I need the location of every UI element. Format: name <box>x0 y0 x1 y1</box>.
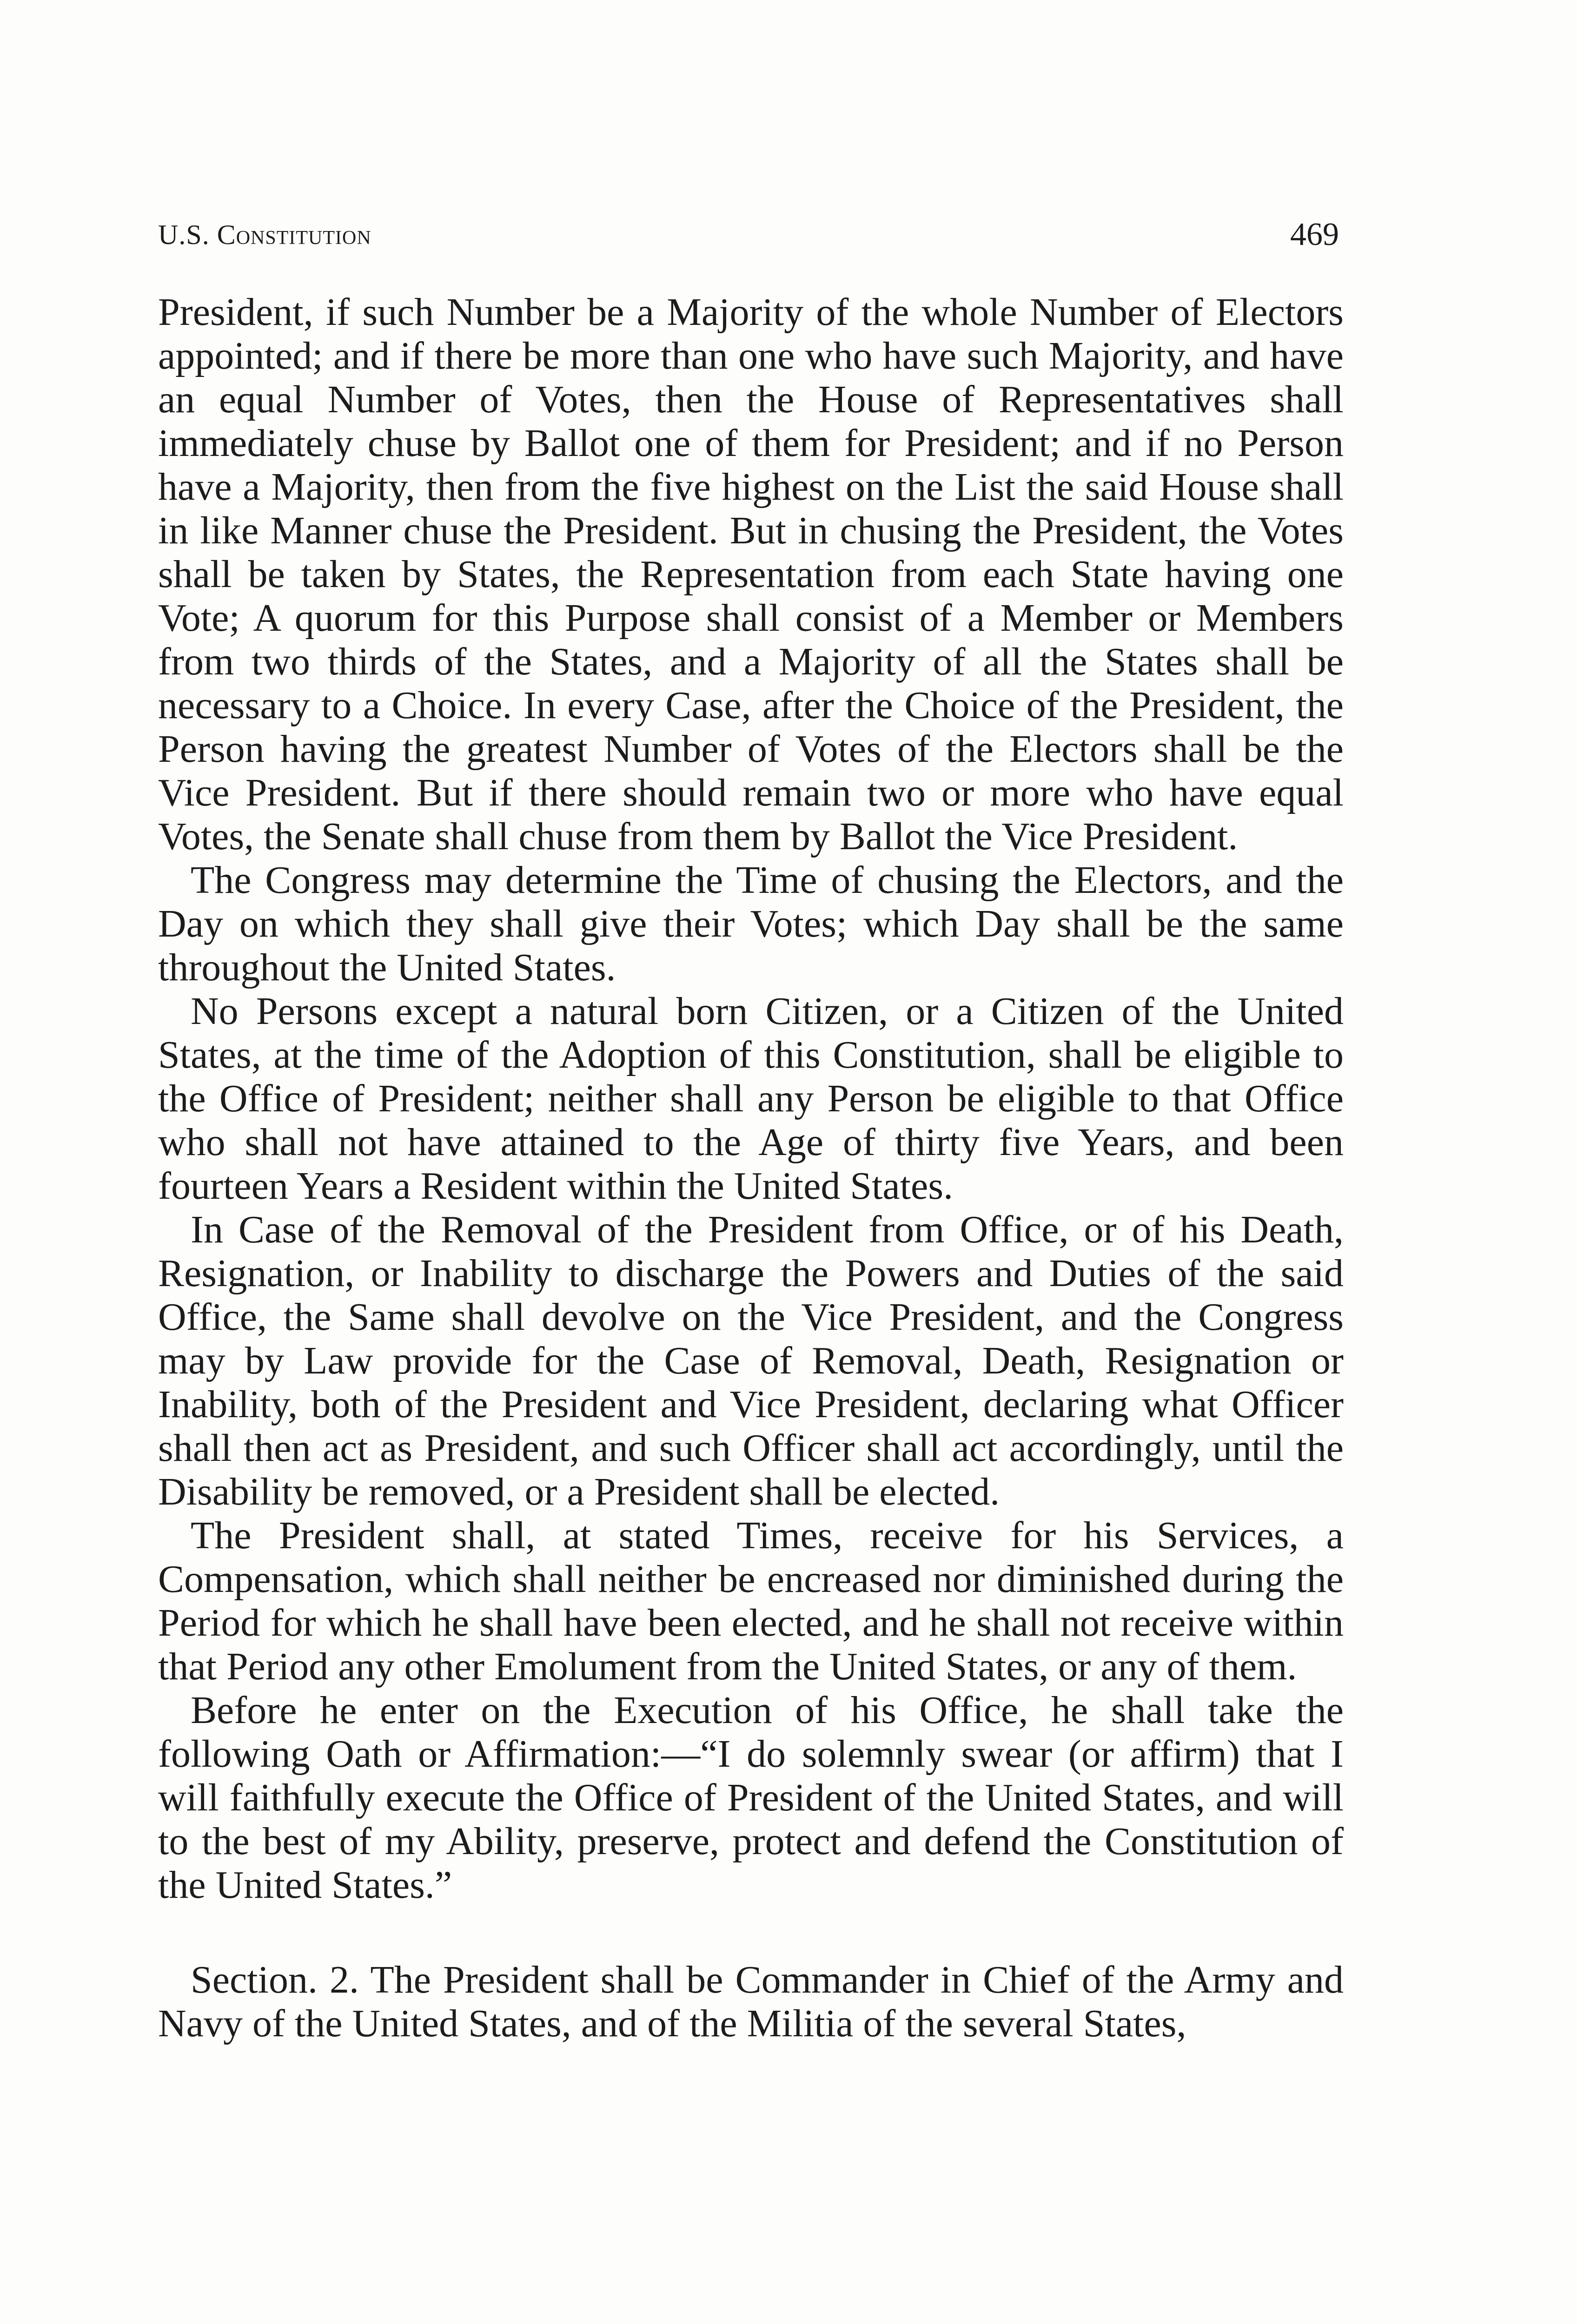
paragraph: President, if such Number be a Majority of the whole Number of Electors appointed; and if there be more than one who have such Majority, and have an equal Number of Votes, then the House of Representatives shall immediately chuse by Ballot one of them for President; and if no Person have a Majority, then from the five highest on the List the said House shall in like Manner chuse the President. But in chusing the President, the Votes shall be taken by States, the Representation from each State having one Vote; A quorum for this Purpose shall consist of a Member or Members from two thirds of the States, and a Majority of all the States shall be necessary to a Choice. In every Case, after the Choice of the President, the Person having the greatest Number of Votes of the Electors shall be the Vice President. But if there should remain two or more who have equal Votes, the Senate shall chuse from them by Ballot the Vice President. <box>158 290 1344 858</box>
paragraph: In Case of the Removal of the President from Office, or of his Death, Resignation, or Inability to discharge the Powers and Duties of the said Office, the Same shall devolve on the Vice President, and the Congress may by Law provide for the Case of Removal, Death, Resignation or Inability, both of the President and Vice President, declaring what Officer shall then act as President, and such Officer shall act accordingly, until the Disability be removed, or a President shall be elected. <box>158 1208 1344 1513</box>
paragraph: The President shall, at stated Times, receive for his Services, a Compensation, which shall neither be encreased nor diminished during the Period for which he shall have been elected, and he shall not receive within that Period any other Emolument from the United States, or any of them. <box>158 1514 1344 1688</box>
paragraph: No Persons except a natural born Citizen, or a Citizen of the United States, at the time of the Adoption of this Constitution, shall be eligible to the Office of President; neither shall any Person be eligible to that Office who shall not have attained to the Age of thirty five Years, and been fourteen Years a Resident within the United States. <box>158 990 1344 1208</box>
paragraph: Before he enter on the Execution of his Office, he shall take the following Oath or Affirmation:—“I do solemnly swear (or affirm) that I will faithfully execute the Office of President of the United States, and will to the best of my Ability, preserve, protect and defend the Constitution of the United States.” <box>158 1689 1344 1907</box>
page-number: 469 <box>1290 217 1339 252</box>
body-text <box>158 290 1344 2046</box>
paragraph: The Congress may determine the Time of chusing the Electors, and the Day on which they shall give their Votes; which Day shall be the same throughout the United States. <box>158 858 1344 989</box>
page-header <box>158 211 1339 258</box>
running-head: U.S. Constitution <box>158 219 371 250</box>
section-paragraph: Section. 2. The President shall be Commander in Chief of the Army and Navy of the United States, and of the Militia of the several States, <box>158 1958 1344 2045</box>
